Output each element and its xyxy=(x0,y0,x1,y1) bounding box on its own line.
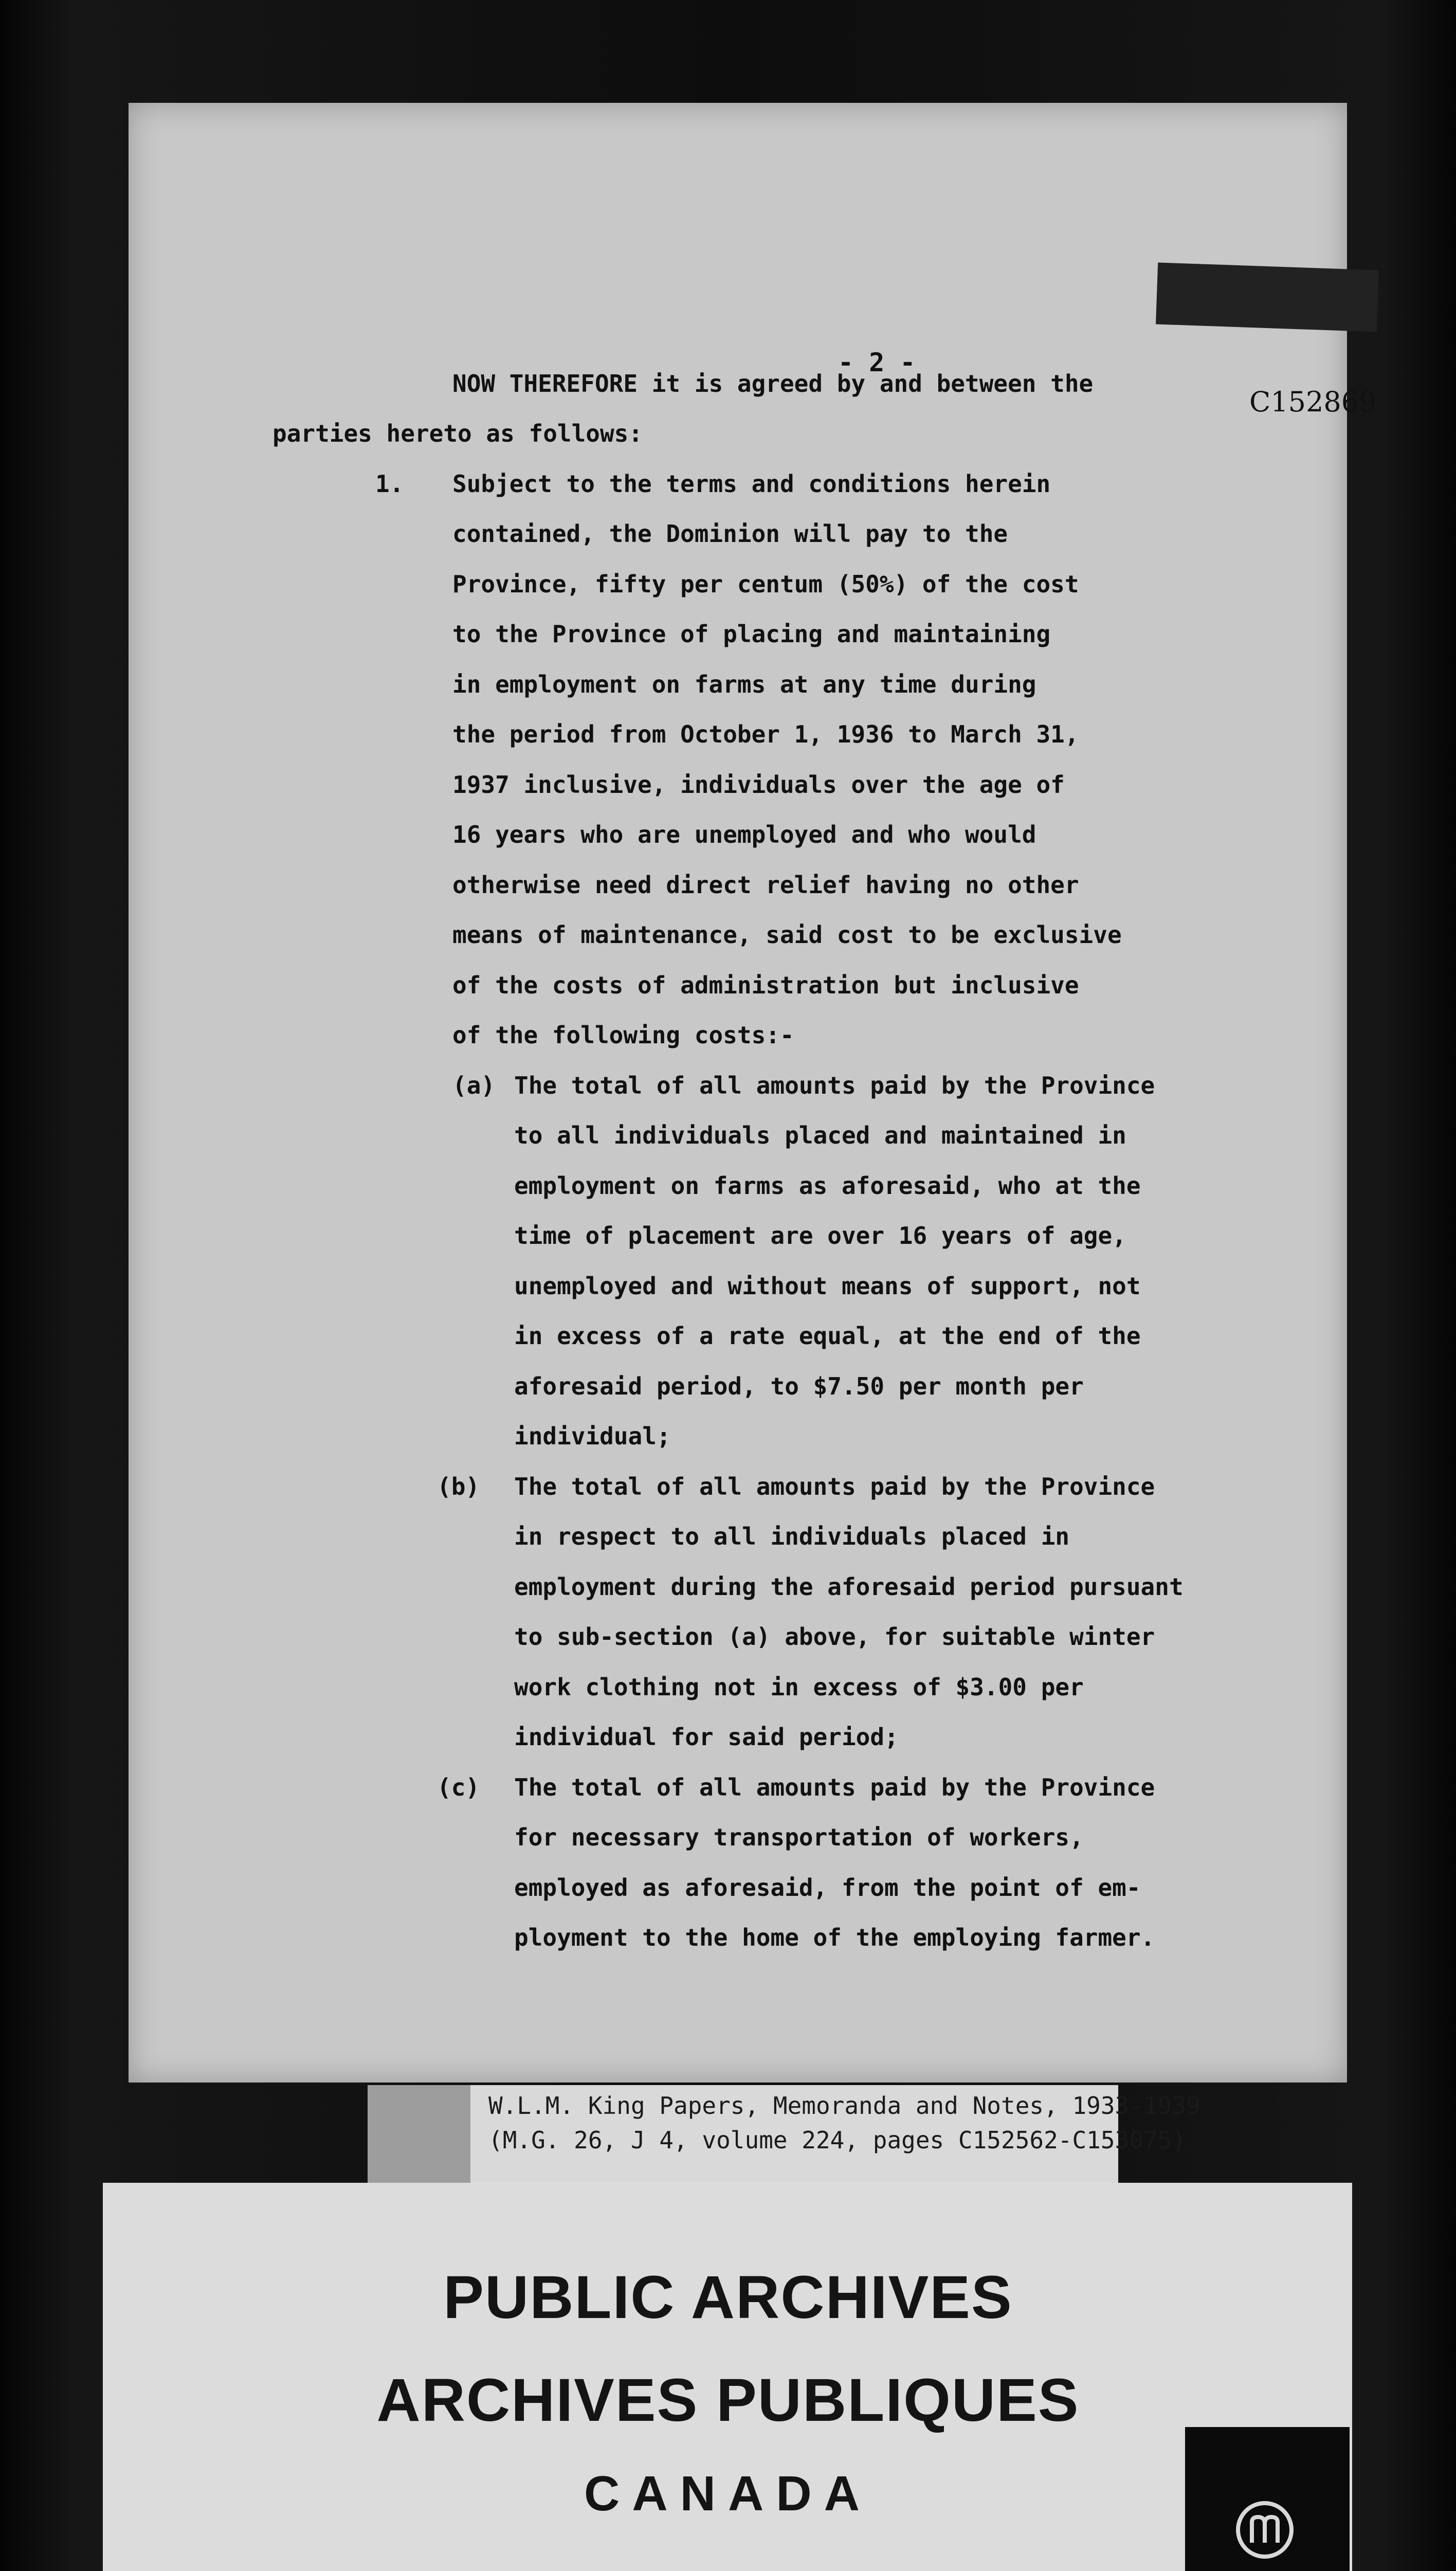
text-line: individual for said period; xyxy=(514,1723,899,1751)
text-line: in excess of a rate equal, at the end of the xyxy=(514,1322,1141,1350)
document-page xyxy=(129,103,1377,2083)
text-line: employed as aforesaid, from the point of em- xyxy=(514,1874,1141,1902)
text-line: The total of all amounts paid by the Province xyxy=(514,1473,1155,1500)
text-line: unemployed and without means of support, not xyxy=(514,1272,1141,1300)
microfilm-logo-icon xyxy=(1234,2499,1296,2561)
reference-line-2: (M.G. 26, J 4, volume 224, pages C152562-C153075) xyxy=(488,2126,1187,2154)
text-line: of the following costs:- xyxy=(452,1021,794,1049)
subclause-label-a: (a) xyxy=(452,1072,496,1099)
page-number: - 2 - xyxy=(838,348,916,377)
text-line: means of maintenance, said cost to be exclusive xyxy=(452,921,1122,949)
text-line: employment on farms as aforesaid, who at the xyxy=(514,1172,1141,1200)
text-line: contained, the Dominion will pay to the xyxy=(452,520,1008,548)
label-shadow xyxy=(368,2085,470,2193)
text-line: work clothing not in excess of $3.00 per xyxy=(514,1673,1084,1701)
subclause-label-c: (c) xyxy=(437,1773,480,1801)
text-line: The total of all amounts paid by the Province xyxy=(514,1072,1155,1099)
document-number: C152869 xyxy=(1249,386,1377,418)
text-line: aforesaid period, to $7.50 per month per xyxy=(514,1372,1084,1400)
text-line: otherwise need direct relief having no other xyxy=(452,871,1079,899)
text-line: in respect to all individuals placed in xyxy=(514,1523,1070,1550)
text-line: The total of all amounts paid by the Province xyxy=(514,1773,1155,1801)
text-line: time of placement are over 16 years of age, xyxy=(514,1222,1126,1250)
text-line: the period from October 1, 1936 to March 31, xyxy=(452,720,1079,748)
text-line: of the costs of administration but inclusive xyxy=(452,971,1079,999)
text-line: ployment to the home of the employing farmer. xyxy=(514,1924,1155,1951)
text-line: to the Province of placing and maintaining xyxy=(452,620,1051,648)
reference-line-1: W.L.M. King Papers, Memoranda and Notes, 1933-1939 xyxy=(488,2092,1200,2120)
text-line: for necessary transportation of workers, xyxy=(514,1823,1084,1851)
clause-number: 1. xyxy=(375,470,404,498)
text-line: 16 years who are unemployed and who would xyxy=(452,821,1036,848)
text-line: to all individuals placed and maintained in xyxy=(514,1121,1126,1149)
archives-title-fr: ARCHIVES PUBLIQUES xyxy=(376,2366,1080,2434)
text-line: Province, fifty per centum (50%) of the cost xyxy=(452,570,1079,598)
text-line: NOW THEREFORE it is agreed by and between the xyxy=(452,370,1094,397)
subclause-label-b: (b) xyxy=(437,1473,480,1500)
text-line: individual; xyxy=(514,1422,671,1450)
text-line: parties hereto as follows: xyxy=(272,420,643,447)
archives-country: CANADA xyxy=(584,2466,872,2521)
text-line: employment during the aforesaid period pursuant xyxy=(514,1573,1184,1601)
text-line: to sub-section (a) above, for suitable winter xyxy=(514,1623,1155,1651)
archives-title-en: PUBLIC ARCHIVES xyxy=(443,2264,1013,2331)
redaction-mark xyxy=(1156,263,1379,332)
text-line: 1937 inclusive, individuals over the age of xyxy=(452,771,1065,799)
text-line: Subject to the terms and conditions herein xyxy=(452,470,1051,498)
text-line: in employment on farms at any time during xyxy=(452,671,1036,698)
